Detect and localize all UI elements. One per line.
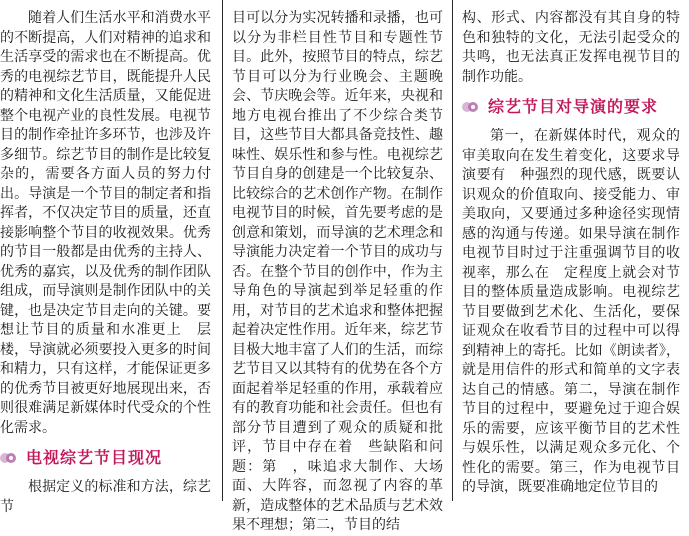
overlapping-circles-bullet-icon [462, 100, 482, 114]
column-1-paragraph-1: 随着人们生活水平和消费水平的不断提高，人们对精神的追求和生活享受的需求也在不断提高。优秀的电视综艺节目，既能提升人民的精神和文化生活质量，又能促进整个电视产业的良性发展。电视节目的制作牵扯许多环节，也涉及许多细节。综艺节目的制作是比较复杂的，需要各方面人员的努力付出。导演是一个节目的制定者和指挥者，不仅决定节目的质量，还直接影响整个节目的收视效果。优秀的节目一般都是由优秀的主持人、优秀的嘉宾，以及优秀的制作团队组成，而导演则是制作团队中的关键，也是决定节目走向的关键。要想让节目的质量和水准更上 层楼，导演就必须要投入更多的时间和精力，只有这样，才能保证更多的优秀节目被更好地展现出来，否则很难满足新媒体时代受众的个性化需求。 [0, 10, 211, 436]
column-divider-1 [222, 0, 223, 501]
section-heading-current-status [0, 446, 211, 470]
section-heading-text: 电视综艺节目现况 [26, 448, 163, 468]
column-3 [462, 0, 680, 501]
overlapping-circles-bullet-icon [0, 451, 20, 465]
section-heading-director-requirements [462, 95, 680, 119]
section-heading-text: 综艺节目对导演的要求 [488, 97, 659, 117]
column-divider-2 [452, 0, 453, 501]
column-1-paragraph-2: 根据定义的标准和方法，综艺节 [0, 479, 211, 515]
column-1 [0, 0, 211, 515]
column-3-paragraph-1: 构、形式、内容都没有其自身的特色和独特的文化，无法引起受众的共鸣，也无法真正发挥电视节目的制作功能。 [462, 10, 680, 85]
column-3-paragraph-2: 第一，在新媒体时代，观众的审美取向在发生着变化，这要求导演要有 种强烈的现代感，既要认识观众的价值取向、接受能力、审美取向，又要通过多种途径实现情感的沟通与传递。如果导演在制作电视节目时过于注重强调节目的收视率，那么在 定程度上就会对节目的整体质量造成影响。电视综艺节目要做到艺术化、生活化，要保证观众在收看节目的过程中可以得到精神上的寄托。比如《朗读者》，就是用信件的形式和简单的文字表达自己的情感。第二，导演在制作节目的过程中，要避免过于迎合娱乐的需要，应该平衡节目的艺术性与娱乐性，以满足观众多元化、个性化的需要。第三，作为电视节目的导演，既要准确地定位节目的 [462, 128, 680, 495]
column-2 [232, 0, 443, 533]
column-2-paragraph-1: 目可以分为实况转播和录播，也可以分为非栏目性节目和专题性节目。此外，按照节目的特点，综艺节目可以分为行业晚会、主题晚会、节庆晚会等。近年来，央视和地方电视台推出了不少综合类节目，这些节目大都具备竞技性、趣味性、娱乐性和参与性。电视综艺节目自身的创建是一个比较复杂、比较综合的艺术创作产物。在制作电视节目的时候，首先要考虑的是创意和策划，而导演的艺术理念和导演能力决定着一个节目的成功与否。在整个节目的创作中，作为主导角色的导演起到举足轻重的作用，对节目的艺术追求和整体把握起着决定性作用。近年来，综艺节目极大地丰富了人们的生活，而综艺节目又以其特有的优势在各个方面起着举足轻重的作用，承载着应有的教育功能和社会责任。但也有部分节目遭到了观众的质疑和批评，节目中存在着 些缺陷和问题：第 ，味追求大制作、大场面、大阵容，而忽视了内容的革新，造成整体的艺术品质与艺术效果不理想；第二，节目的结 [232, 10, 443, 533]
